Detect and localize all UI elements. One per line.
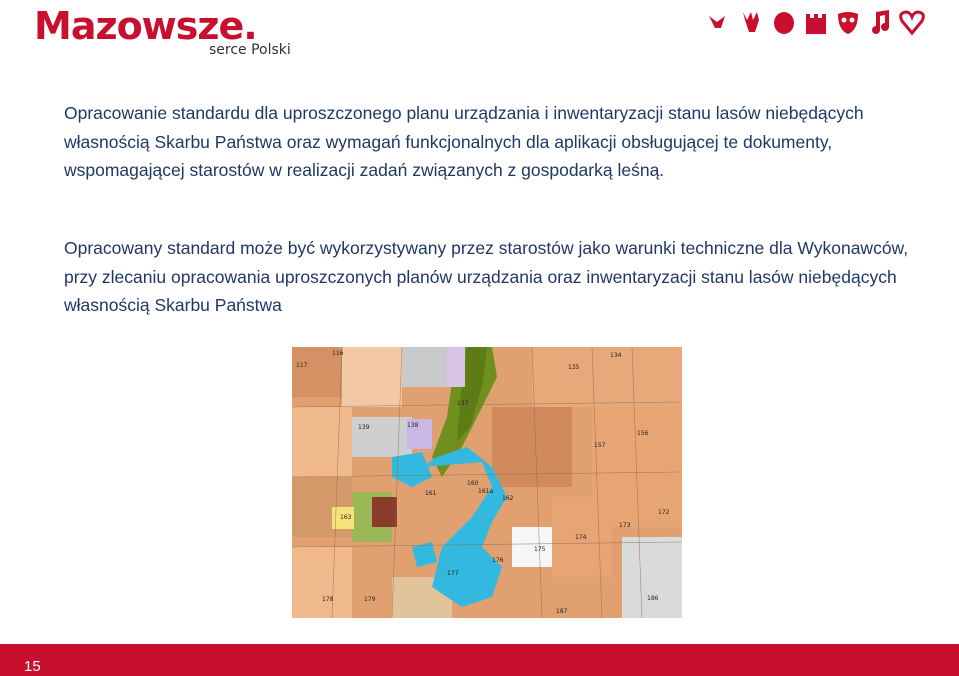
paragraph-standard-usage: Opracowany standard może być wykorzystywany przez starostów jako warunki techniczne dla Wykonawców, przy zlecaniu opracowania uproszczonych planów urządzania oraz inwentaryzacji stanu lasów niebędących własnością Skarbu Państwa — [64, 238, 909, 315]
bird-icon — [707, 8, 733, 36]
map-label: 172 — [658, 509, 670, 516]
map-label: 160 — [467, 480, 479, 487]
map-label: 137 — [457, 400, 469, 407]
map-label: 174 — [575, 534, 587, 541]
map-label: 178 — [322, 596, 334, 603]
music-note-icon — [867, 8, 893, 36]
map-label: 156 — [637, 430, 649, 437]
egg-icon — [771, 8, 797, 36]
castle-icon — [803, 8, 829, 36]
map-label: 117 — [296, 362, 308, 369]
map-label: 134 — [610, 352, 622, 359]
map-label: 175 — [534, 546, 546, 553]
map-label: 177 — [447, 570, 459, 577]
page-number: 15 — [24, 658, 41, 675]
header-icon-row — [707, 8, 925, 38]
deer-icon — [739, 8, 765, 36]
map-label: 138 — [407, 422, 419, 429]
map-label: 187 — [556, 608, 568, 615]
map-label: 157 — [594, 442, 606, 449]
map-label: 116 — [332, 350, 344, 357]
map-label: 162 — [502, 495, 514, 502]
logo-subtitle: serce Polski — [209, 42, 291, 58]
paragraph-intro: Opracowanie standardu dla uproszczonego planu urządzania i inwentaryzacji stanu lasów niebędących własnością Skarbu Państwa oraz wymagań funkcjonalnych dla aplikacji obsługującej te dokumenty, wspomagającej starostów w realizacji zadań związanych z gospodarką leśną. — [64, 103, 864, 180]
mask-icon — [835, 8, 861, 36]
heart-icon — [899, 8, 925, 36]
map-label: 176 — [492, 557, 504, 564]
map-label: 139 — [358, 424, 370, 431]
forest-map-svg — [292, 347, 682, 618]
map-label: 161 — [425, 490, 437, 497]
map-label: 161a — [478, 488, 494, 495]
map-label: 173 — [619, 522, 631, 529]
map-label: 163 — [340, 514, 352, 521]
map-label: 179 — [364, 596, 376, 603]
map-label: 135 — [568, 364, 580, 371]
forest-map-image — [292, 347, 682, 618]
logo-wordmark: Mazowsze. — [34, 4, 257, 48]
map-label: 186 — [647, 595, 659, 602]
mazowsze-logo — [34, 4, 304, 58]
footer-bar — [0, 644, 959, 676]
